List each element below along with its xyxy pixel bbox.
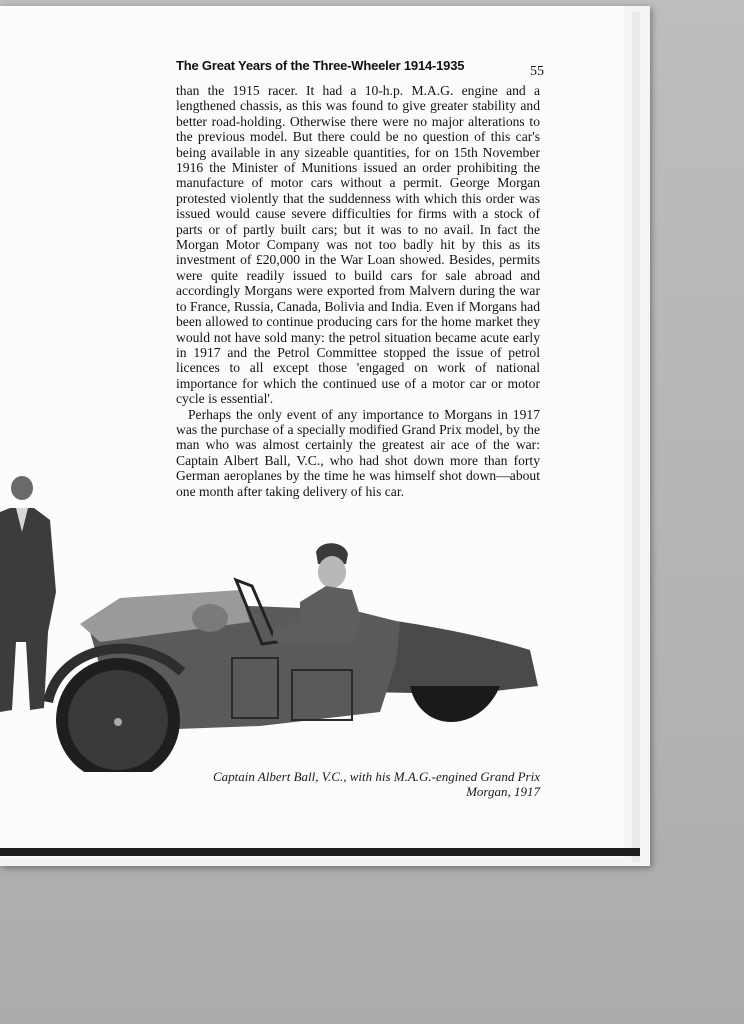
caption-line-1: Captain Albert Ball, V.C., with his M.A.G.-engined Grand Prix (212, 769, 540, 784)
driver-figure (272, 543, 362, 646)
page-number: 55 (530, 64, 544, 79)
photo-morgan-car (0, 472, 560, 772)
page-bottom-edge (0, 848, 640, 856)
page-header (176, 58, 544, 78)
book-page (0, 6, 624, 858)
running-head: The Great Years of the Three-Wheeler 1914-1935 (176, 58, 465, 73)
book-page-stack (0, 6, 650, 866)
figure-caption (160, 769, 540, 799)
body-text (176, 83, 540, 499)
caption-line-2: Morgan, 1917 (466, 784, 540, 799)
standing-man-figure (0, 476, 56, 712)
paragraph-2: Perhaps the only event of any importance to Morgans in 1917 was the purchase of a specially modified Grand Prix model, by the man who was almost certainly the greatest air ace of the war: Captain Albert Ball, V.C., who had shot down more than forty German aeroplanes by the time he was himself shot down—about one month after taking delivery of his car. (176, 406, 540, 499)
car-figure (48, 580, 538, 772)
paragraph-1: than the 1915 racer. It had a 10-h.p. M.A.G. engine and a lengthened chassis, as this was found to give greater stability and better road-holding. Otherwise there were no major alterations to the previous model. But there could be no question of this car's being available in any sizeable quantities, for on 15th November 1916 the Minister of Munitions issued an order prohibiting the manufacture of motor cars without a permit. George Morgan protested violently that the suddenness with which this order was issued would cause severe difficulties for firms with a stock of parts or of partly built cars; but it was to no avail. In fact the Morgan Motor Company was not too badly hit by this as its investment of £20,000 in the War Loan showed. Besides, permits were quite readily issued to build cars for sale abroad and accordingly Morgans were exported from Malvern during the war to France, Russia, Canada, Bolivia and India. Even if Morgans had been allowed to continue producing cars for the home market they would not have sold many: the petrol situation became acute early in 1917 and the Petrol Committee stopped the issue of petrol licences to all except those 'engaged on work of national importance for which the continued use of a motor car or motor cycle is essential'. (176, 83, 540, 407)
